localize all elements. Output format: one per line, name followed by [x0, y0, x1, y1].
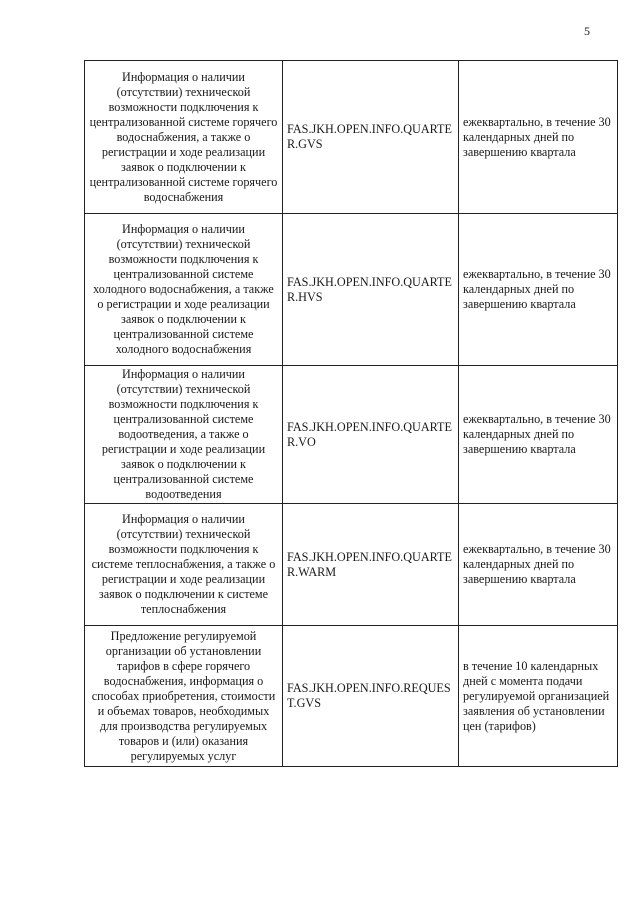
row-term: ежеквартально, в течение 30 календарных дней по завершению квартала [459, 366, 618, 504]
row-code: FAS.JKH.OPEN.INFO.QUARTER.GVS [283, 61, 459, 214]
row-description: Информация о наличии (отсутствии) технической возможности подключения к системе теплоснабжения, а также о регистрации и ходе реализации заявок о подключении к системе теплоснабжения [85, 504, 283, 626]
table-row [85, 366, 618, 504]
row-code: FAS.JKH.OPEN.INFO.QUARTER.WARM [283, 504, 459, 626]
row-code: FAS.JKH.OPEN.INFO.QUARTER.HVS [283, 214, 459, 366]
row-code: FAS.JKH.OPEN.INFO.REQUEST.GVS [283, 626, 459, 767]
row-description: Предложение регулируемой организации об установлении тарифов в сфере горячего водоснабжения, информация о способах приобретения, стоимости и объемах товаров, необходимых для производства регулируемых товаров и (или) оказания регулируемых услуг [85, 626, 283, 767]
table-row [85, 504, 618, 626]
row-description: Информация о наличии (отсутствии) технической возможности подключения к централизованной системе водоотведения, а также о регистрации и ходе реализации заявок о подключении к централизованной системе водоотведения [85, 366, 283, 504]
table-row [85, 214, 618, 366]
row-code: FAS.JKH.OPEN.INFO.QUARTER.VO [283, 366, 459, 504]
row-description: Информация о наличии (отсутствии) технической возможности подключения к централизованной системе горячего водоснабжения, а также о регистрации и ходе реализации заявок о подключении к централизованной системе горячего водоснабжения [85, 61, 283, 214]
table-row [85, 61, 618, 214]
row-term: ежеквартально, в течение 30 календарных дней по завершению квартала [459, 504, 618, 626]
table-row [85, 626, 618, 767]
row-term: в течение 10 календарных дней с момента подачи регулируемой организацией заявления об установлении цен (тарифов) [459, 626, 618, 767]
row-description: Информация о наличии (отсутствии) технической возможности подключения к централизованной системе холодного водоснабжения, а также о регистрации и ходе реализации заявок о подключении к централизованной системе холодного водоснабжения [85, 214, 283, 366]
row-term: ежеквартально, в течение 30 календарных дней по завершению квартала [459, 214, 618, 366]
row-term: ежеквартально, в течение 30 календарных дней по завершению квартала [459, 61, 618, 214]
disclosure-table [84, 60, 618, 767]
page-number: 5 [584, 24, 590, 38]
